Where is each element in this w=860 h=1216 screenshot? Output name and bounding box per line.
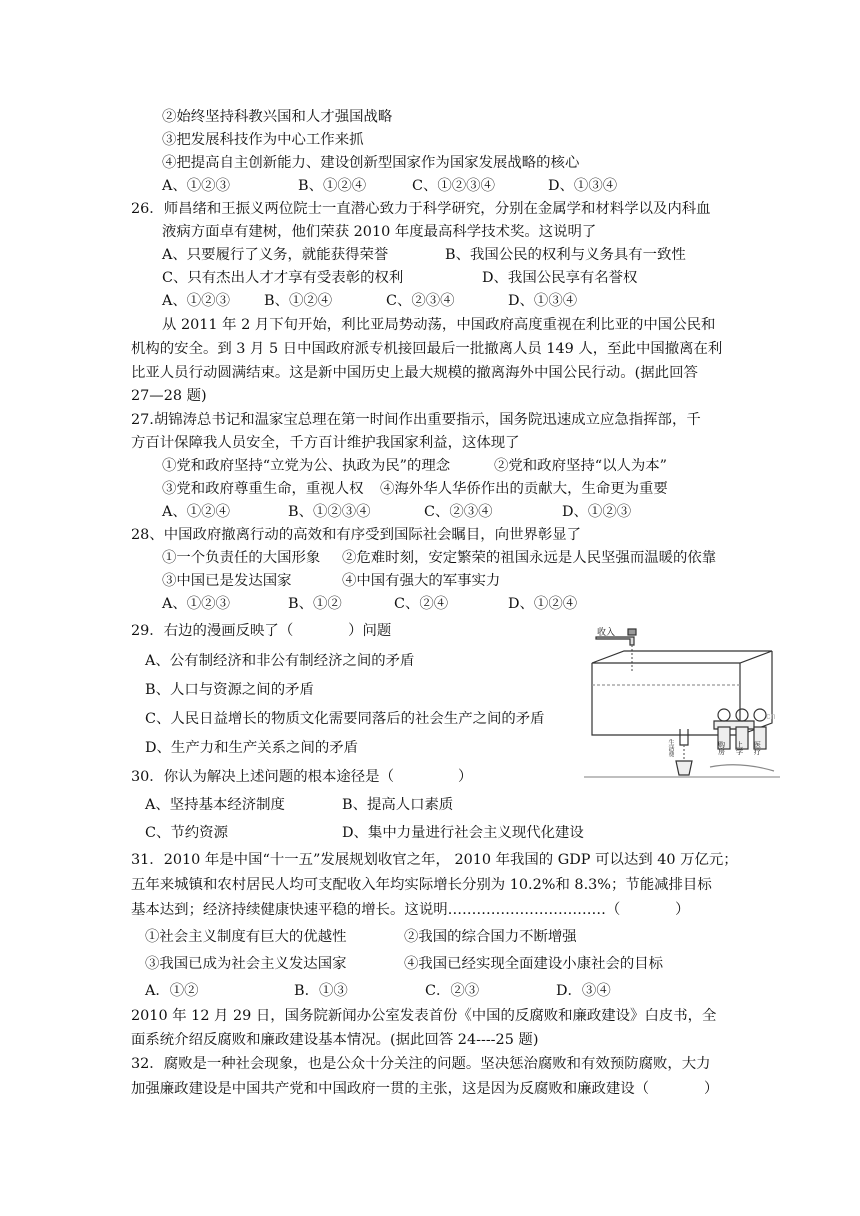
passage2-line2: 面系统介绍反腐败和廉政建设基本情况。(据此回答 24----25 题) <box>131 1032 539 1048</box>
q31-choice-b: B．①③ <box>294 983 348 999</box>
q28-option-3: ③中国已是发达国家 <box>162 573 292 589</box>
q31-option-4: ④我国已经实现全面建设小康社会的目标 <box>404 956 664 972</box>
q28-option-4: ④中国有强大的军事实力 <box>342 573 501 589</box>
passage1-line2: 机构的安全。到 3 月 5 日中国政府派专机接回最后一批撤离人员 149 人，至此中国撤离在利 <box>131 341 723 357</box>
q29-option-c: C、人民日益增长的物质文化需要同落后的社会生产之间的矛盾 <box>145 711 545 727</box>
label-living-cost: 生活费 <box>667 739 673 757</box>
q32-stem-line2: 加强廉政建设是中国共产党和中国政府一贯的主张，这是因为反腐败和廉政建设（ ） <box>131 1081 719 1097</box>
q31-stem-line2: 五年来城镇和农村居民人均可支配收入年均实际增长分别为 10.2%和 8.3%；节能减排目标 <box>131 877 712 893</box>
q27-choice-d: D、①②③ <box>562 504 632 520</box>
q26-option-c: C、只有杰出人才才享有受表彰的权利 <box>162 270 404 286</box>
q26-choice-b: B、①②④ <box>264 293 333 309</box>
q25-choice-a: A、①②③ <box>162 178 230 194</box>
q27-option-4: ④海外华人华侨作出的贡献大，生命更为重要 <box>380 481 668 497</box>
q26-option-b: B、我国公民的权利与义务具有一致性 <box>445 247 686 263</box>
q25-choice-d: D、①③④ <box>548 178 618 194</box>
q28-stem: 28、中国政府撤离行动的高效和有序受到国际社会瞩目，向世界彰显了 <box>131 527 582 543</box>
q26-option-d: D、我国公民享有名誉权 <box>482 270 638 286</box>
q27-choice-a: A、①②④ <box>162 504 230 520</box>
q31-stem-line1: 31．2010 年是中国“十一五”发展规划收官之年， 2010 年我国的 GDP 可以达到 40 万亿元； <box>131 852 738 868</box>
q25-choice-c: C、①②③④ <box>412 178 495 194</box>
q25-option-3: ③把发展科技作为中心工作来抓 <box>162 132 364 148</box>
passage1-line3: 比亚人员行动圆满结束。这是新中国历史上最大规模的撤离海外中国公民行动。(据此回答 <box>131 365 698 381</box>
q31-stem-line3: 基本达到；经济持续健康快速平稳的增长。这说明……………………………（ ） <box>131 902 690 918</box>
q27-option-1: ①党和政府坚持“立党为公、执政为民”的理念 <box>162 458 451 474</box>
passage1-line1: 从 2011 年 2 月下旬开始，利比亚局势动荡，中国政府高度重视在利比亚的中国公民和 <box>162 317 716 333</box>
q30-option-a: A、坚持基本经济制度 <box>145 797 285 813</box>
q32-stem-line1: 32．腐败是一种社会现象，也是公众十分关注的问题。坚决惩治腐败和有效预防腐败，大力 <box>131 1056 711 1072</box>
q31-choice-c: C．②③ <box>425 983 480 999</box>
q26-stem-line1: 26．师昌绪和王振义两位院士一直潜心致力于科学研究，分别在金属学和材料学以及内科血 <box>131 201 711 217</box>
q27-stem-line1: 27.胡锦涛总书记和温家宝总理在第一时间作出重要指示，国务院迅速成立应急指挥部，千 <box>131 412 701 428</box>
q30-option-b: B、提高人口素质 <box>342 797 454 813</box>
q29-option-b: B、人口与资源之间的矛盾 <box>145 682 314 698</box>
label-income: 收入 <box>597 627 616 637</box>
q25-choice-b: B、①②④ <box>298 178 367 194</box>
q25-option-2: ②始终坚持科教兴国和人才强国战略 <box>162 109 393 125</box>
q30-option-c: C、节约资源 <box>145 825 228 841</box>
q25-option-4: ④把提高自主创新能力、建设创新型国家作为国家发展战略的核心 <box>162 155 580 171</box>
q28-choice-b: B、①② <box>288 596 342 612</box>
q27-choice-c: C、②③④ <box>424 504 493 520</box>
q28-choice-a: A、①②③ <box>162 596 230 612</box>
q27-option-3: ③党和政府尊重生命，重视人权 <box>162 481 364 497</box>
label-medical: 医疗 <box>753 741 761 755</box>
passage2-line1: 2010 年 12 月 29 日，国务院新闻办公室发表首份《中国的反腐败和廉政建设》白皮书，全 <box>131 1008 717 1024</box>
label-housing: 购房 <box>717 741 725 755</box>
q26-choice-d: D、①③④ <box>508 293 578 309</box>
q26-choice-a: A、①②③ <box>162 293 230 309</box>
q27-option-2: ②党和政府坚持“以人为本” <box>494 458 668 474</box>
q26-choice-c: C、②③④ <box>386 293 455 309</box>
q29-option-d: D、生产力和生产关系之间的矛盾 <box>145 740 359 756</box>
q29-option-a: A、公有制经济和非公有制经济之间的矛盾 <box>145 653 415 669</box>
q31-choice-d: D．③④ <box>556 983 611 999</box>
q28-choice-c: C、②④ <box>394 596 449 612</box>
q30-option-d: D、集中力量进行社会主义现代化建设 <box>342 825 584 841</box>
q29-stem: 29．右边的漫画反映了（ ）问题 <box>131 623 392 639</box>
q28-option-1: ①一个负责任的大国形象 <box>162 550 321 566</box>
q31-choice-a: A．①② <box>145 983 199 999</box>
q30-stem: 30．你认为解决上述问题的根本途径是（ ） <box>131 769 473 785</box>
q26-option-a: A、只要履行了义务，就能获得荣誉 <box>162 247 389 263</box>
q28-option-2: ②危难时刻，安定繁荣的祖国永远是人民坚强而温暖的依靠 <box>342 550 717 566</box>
label-school: 上学 <box>735 741 743 755</box>
q31-option-3: ③我国已成为社会主义发达国家 <box>145 956 347 972</box>
q28-choice-d: D、①②④ <box>508 596 578 612</box>
q26-stem-line2: 液病方面卓有建树，他们荣获 2010 年度最高科学技术奖。这说明了 <box>162 224 597 240</box>
cartoon-illustration <box>584 625 780 785</box>
watermark: cn <box>766 711 776 721</box>
q27-choice-b: B、①②③④ <box>288 504 371 520</box>
q31-option-2: ②我国的综合国力不断增强 <box>404 929 577 945</box>
q27-stem-line2: 方百计保障我人员安全，千方百计维护我国家利益，这体现了 <box>131 435 520 451</box>
q31-option-1: ①社会主义制度有巨大的优越性 <box>145 929 347 945</box>
passage1-line4: 27—28 题) <box>131 388 207 404</box>
